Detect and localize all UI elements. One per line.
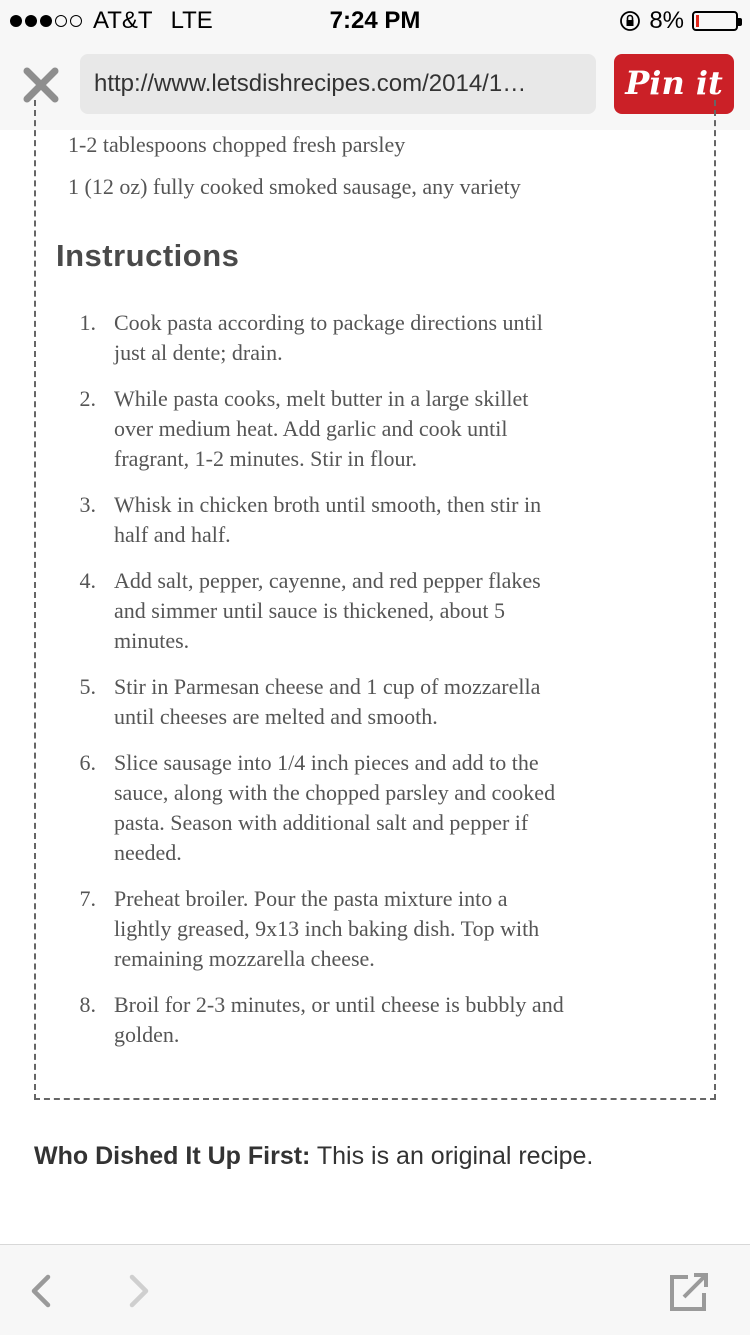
step-text bbox=[114, 384, 614, 474]
credit-line bbox=[34, 1142, 593, 1171]
status-time: 7:24 PM bbox=[329, 7, 421, 34]
instruction-step bbox=[70, 672, 630, 732]
step-text bbox=[114, 566, 614, 656]
step-number: 6. bbox=[79, 750, 96, 775]
battery-nub bbox=[738, 18, 742, 26]
step-number: 8. bbox=[79, 992, 96, 1017]
step-line: Whisk in chicken broth until smooth, then stir in bbox=[114, 492, 542, 517]
step-line: Cook pasta according to package directions until bbox=[114, 310, 543, 335]
ingredient-item: 1-2 tablespoons chopped fresh parsley bbox=[68, 132, 406, 157]
step-text bbox=[114, 308, 614, 368]
step-line: pasta. Season with additional salt and pepper if bbox=[114, 810, 529, 835]
carrier-name: AT&T bbox=[93, 7, 153, 34]
share-icon[interactable] bbox=[668, 1269, 712, 1313]
battery-icon bbox=[692, 11, 738, 31]
instruction-step bbox=[70, 490, 630, 550]
instruction-step bbox=[70, 566, 630, 656]
instructions-heading: Instructions bbox=[56, 238, 240, 273]
step-line: While pasta cooks, melt butter in a large skillet bbox=[114, 386, 529, 411]
browser-toolbar bbox=[0, 1244, 750, 1335]
step-number: 5. bbox=[79, 674, 96, 699]
step-text bbox=[114, 672, 614, 732]
step-line: over medium heat. Add garlic and cook until bbox=[114, 416, 508, 441]
status-right bbox=[619, 7, 738, 35]
orientation-lock-icon bbox=[619, 10, 641, 32]
step-number: 7. bbox=[79, 886, 96, 911]
pin-it-button[interactable]: Pin it bbox=[614, 54, 734, 114]
credit-text: This is an original recipe. bbox=[310, 1142, 594, 1170]
ingredient-item: 1 (12 oz) fully cooked smoked sausage, any variety bbox=[68, 174, 521, 199]
step-text bbox=[114, 990, 614, 1050]
step-number: 3. bbox=[79, 492, 96, 517]
step-line: just al dente; drain. bbox=[114, 340, 283, 365]
step-text bbox=[114, 490, 614, 550]
step-line: minutes. bbox=[114, 628, 190, 653]
step-line: needed. bbox=[114, 840, 182, 865]
url-field[interactable]: http://www.letsdishrecipes.com/2014/1… bbox=[80, 54, 596, 114]
step-number: 1. bbox=[79, 310, 96, 335]
step-line: golden. bbox=[114, 1022, 180, 1047]
step-line: and simmer until sauce is thickened, about 5 bbox=[114, 598, 506, 623]
battery-fill bbox=[696, 15, 699, 27]
step-number: 2. bbox=[79, 386, 96, 411]
instruction-step bbox=[70, 384, 630, 474]
step-text bbox=[114, 884, 614, 974]
instruction-step bbox=[70, 748, 630, 868]
step-text bbox=[114, 748, 614, 868]
step-line: sauce, along with the chopped parsley and cooked bbox=[114, 780, 556, 805]
step-line: Add salt, pepper, cayenne, and red pepper flakes bbox=[114, 568, 541, 593]
step-line: Broil for 2-3 minutes, or until cheese is bubbly and bbox=[114, 992, 564, 1017]
step-line: remaining mozzarella cheese. bbox=[114, 946, 375, 971]
step-line: Slice sausage into 1/4 inch pieces and add to the bbox=[114, 750, 539, 775]
step-line: fragrant, 1-2 minutes. Stir in flour. bbox=[114, 446, 418, 471]
instruction-step bbox=[70, 990, 630, 1050]
network-type: LTE bbox=[170, 7, 213, 34]
step-line: half and half. bbox=[114, 522, 231, 547]
step-line: lightly greased, 9x13 inch baking dish. Top with bbox=[114, 916, 540, 941]
step-line: Stir in Parmesan cheese and 1 cup of mozzarella bbox=[114, 674, 541, 699]
chevron-left-icon[interactable] bbox=[26, 1273, 56, 1309]
status-bar bbox=[0, 0, 750, 40]
instruction-step bbox=[70, 308, 630, 368]
credit-label: Who Dished It Up First: bbox=[34, 1142, 311, 1170]
close-icon[interactable] bbox=[22, 66, 60, 104]
step-line: until cheeses are melted and smooth. bbox=[114, 704, 438, 729]
battery-percent: 8% bbox=[649, 7, 684, 34]
chevron-right-icon[interactable] bbox=[124, 1273, 154, 1309]
instruction-step bbox=[70, 884, 630, 974]
step-line: Preheat broiler. Pour the pasta mixture into a bbox=[114, 886, 508, 911]
step-number: 4. bbox=[79, 568, 96, 593]
